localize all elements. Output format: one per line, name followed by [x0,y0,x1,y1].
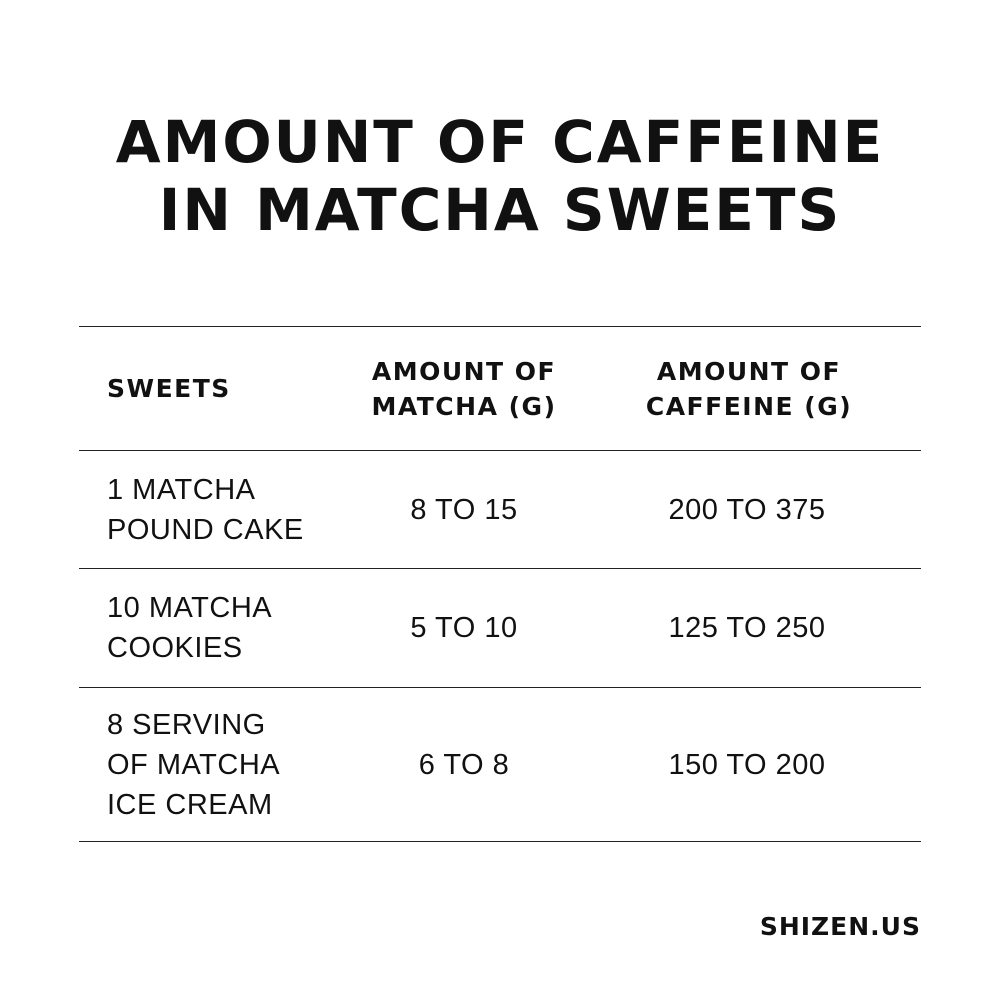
caffeine-amount-cell: 200 TO 375 [668,493,826,526]
sweets-cell: 10 MATCHA COOKIES [107,592,273,664]
matcha-amount-cell: 5 TO 10 [410,612,518,644]
caffeine-table [79,326,921,842]
title-line-2: IN MATCHA SWEETS [158,176,842,244]
header-amount-of-matcha: AMOUNT OF MATCHA (G) [371,356,557,421]
title-line-1: AMOUNT OF CAFFEINE [115,108,885,176]
table-row [79,569,921,688]
brand-footer: SHIZEN.US [759,912,921,941]
sweets-cell: 8 SERVING OF MATCHA ICE CREAM [107,708,281,821]
table-row [79,688,921,842]
table-header-row [79,327,921,451]
caffeine-amount-cell: 150 TO 200 [668,748,826,781]
page-title [0,108,1000,244]
header-sweets: SWEETS [107,374,231,403]
sweets-cell: 1 MATCHA POUND CAKE [107,473,304,546]
caffeine-amount-cell: 125 TO 250 [668,612,826,644]
header-amount-of-caffeine: AMOUNT OF CAFFEINE (G) [645,356,853,421]
matcha-amount-cell: 8 TO 15 [410,493,518,526]
table-row [79,451,921,569]
matcha-amount-cell: 6 TO 8 [418,748,510,781]
